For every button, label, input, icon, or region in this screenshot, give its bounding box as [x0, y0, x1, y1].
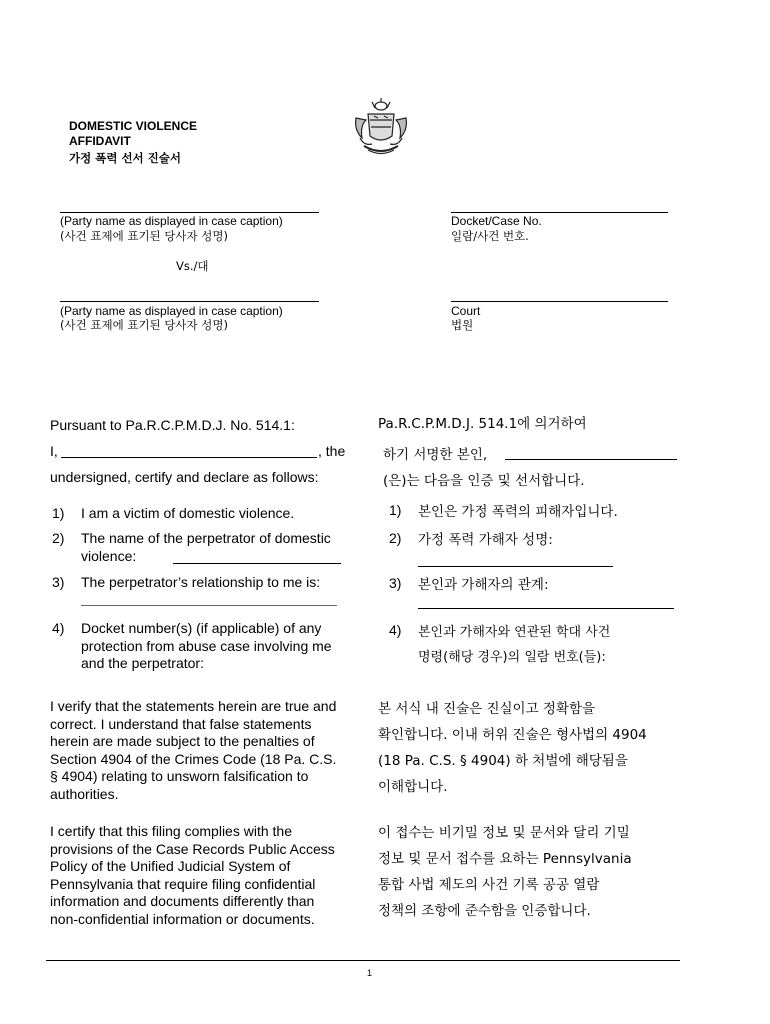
item-4-number: 4) — [52, 620, 65, 636]
item-1-text-en — [81, 505, 294, 523]
title-line-1: DOMESTIC VIOLENCE — [69, 119, 198, 133]
item-4-text-en — [81, 620, 332, 673]
perpetrator-name-line-ko[interactable] — [418, 566, 613, 567]
item-4-number-ko: 4) — [389, 622, 402, 638]
i-suffix: , the — [318, 443, 346, 459]
court-line[interactable] — [451, 301, 668, 302]
item-2-number-ko: 2) — [389, 530, 402, 546]
verify-paragraph-en — [50, 698, 336, 803]
item-2-text-en — [81, 530, 331, 565]
pennsylvania-seal-icon — [350, 96, 412, 158]
verify-ko-line: 본 서식 내 진술은 진실이고 정확함을 — [378, 701, 596, 717]
item-2-line-1: The name of the perpetrator of domestic — [81, 530, 331, 546]
certify-paragraph-en — [50, 823, 335, 928]
undersigned-ko: (은)는 다음을 인증 및 선서합니다. — [383, 473, 585, 489]
certify-line: information and documents differently than — [50, 893, 315, 909]
party1-label-en: (Party name as displayed in case caption) — [60, 214, 283, 228]
item-1-number-ko: 1) — [389, 502, 402, 518]
certify-line: provisions of the Case Records Public Access — [50, 840, 335, 857]
certify-ko-line: 정책의 조항에 준수함을 인증합니다. — [378, 903, 591, 919]
declarant-name-line-en[interactable] — [61, 457, 317, 458]
court-label-ko: 법원 — [451, 318, 474, 332]
undersigned-en: undersigned, certify and declare as follows: — [50, 469, 319, 485]
title-line-2: AFFIDAVIT — [69, 134, 131, 148]
declarant-name-line-ko[interactable] — [505, 459, 677, 460]
pursuant-ko: Pa.R.C.P.M.D.J. 514.1에 의거하여 — [378, 416, 587, 432]
item-4-ko-line-2: 명령(해당 경우)의 일람 번호(들): — [418, 650, 606, 665]
i-prefix: I, — [50, 443, 58, 459]
item-1-number: 1) — [52, 505, 65, 521]
verify-ko-line: 이해합니다. — [378, 779, 448, 795]
verify-line: I verify that the statements herein are true and — [50, 698, 337, 714]
certify-ko-line: 통합 사법 제도의 사건 기록 공공 열람 — [378, 877, 600, 893]
item-3-number: 3) — [52, 574, 65, 590]
item-4-ko-line-1: 본인과 가해자와 연관된 학대 사건 — [418, 625, 611, 640]
item-1-line-1: I am a victim of domestic violence. — [81, 505, 295, 521]
title-korean: 가정 폭력 선서 진술서 — [69, 151, 181, 165]
pursuant-en: Pursuant to Pa.R.C.P.M.D.J. No. 514.1: — [50, 417, 295, 433]
item-4-text-ko — [418, 620, 610, 670]
item-4-line-2: protection from abuse case involving me — [81, 637, 332, 654]
docket-label-ko: 일람/사건 번호. — [451, 229, 529, 243]
item-3-line-1: The perpetrator’s relationship to me is: — [81, 574, 321, 590]
perpetrator-name-line-en[interactable] — [173, 563, 341, 564]
item-2-line-2: violence: — [81, 547, 137, 564]
declarant-line-ko: 하기 서명한 본인, — [383, 447, 488, 463]
relationship-line-en[interactable] — [81, 605, 337, 606]
item-2-text-ko: 가정 폭력 가해자 성명: — [418, 532, 553, 548]
item-3-text-en — [81, 574, 320, 592]
relationship-line-ko[interactable] — [418, 608, 674, 609]
verify-line: § 4904) relating to unsworn falsification to — [50, 768, 309, 784]
certify-line: non-confidential information or documents. — [50, 910, 315, 927]
verify-line: Section 4904 of the Crimes Code (18 Pa. C.S. — [50, 750, 337, 767]
item-1-text-ko: 본인은 가정 폭력의 피해자입니다. — [418, 504, 618, 520]
party2-label-ko: (사건 표제에 표기된 당사자 성명) — [60, 318, 229, 332]
item-4-line-3: and the perpetrator: — [81, 655, 204, 671]
docket-number-line[interactable] — [451, 212, 668, 213]
page-number: 1 — [367, 968, 373, 978]
certify-line: Policy of the Unified Judicial System of — [50, 858, 291, 874]
form-title — [69, 119, 197, 166]
declarant-line-en — [50, 443, 58, 460]
verify-paragraph-ko — [378, 696, 647, 800]
item-3-number-ko: 3) — [389, 575, 402, 591]
versus-label: Vs./대 — [176, 259, 209, 273]
party2-signature-line[interactable] — [60, 301, 319, 302]
party2-label-en: (Party name as displayed in case caption) — [60, 304, 283, 318]
certify-line: I certify that this filing complies with the — [50, 823, 292, 839]
item-4-line-1: Docket number(s) (if applicable) of any — [81, 620, 322, 636]
item-3-text-ko: 본인과 가해자의 관계: — [418, 577, 549, 593]
verify-line: authorities. — [50, 785, 119, 802]
party1-signature-line[interactable] — [60, 212, 319, 213]
verify-line: herein are made subject to the penalties of — [50, 733, 315, 749]
party1-label-ko: (사건 표제에 표기된 당사자 성명) — [60, 229, 229, 243]
court-label-en: Court — [451, 304, 481, 318]
item-2-number: 2) — [52, 530, 65, 546]
certify-ko-line: 이 접수는 비기밀 정보 및 문서와 달리 기밀 — [378, 825, 630, 841]
verify-ko-line: 확인합니다. 이내 허위 진술은 형사법의 4904 — [378, 727, 647, 743]
certify-paragraph-ko — [378, 820, 632, 924]
verify-ko-line: (18 Pa. C.S. § 4904) 하 처벌에 해당됨을 — [378, 753, 628, 769]
docket-label-en: Docket/Case No. — [451, 214, 542, 228]
footer-divider — [46, 960, 680, 961]
verify-line: correct. I understand that false statements — [50, 715, 312, 732]
certify-line: Pennsylvania that require filing confidential — [50, 875, 316, 892]
certify-ko-line: 정보 및 문서 접수를 요하는 Pennsylvania — [378, 851, 632, 867]
